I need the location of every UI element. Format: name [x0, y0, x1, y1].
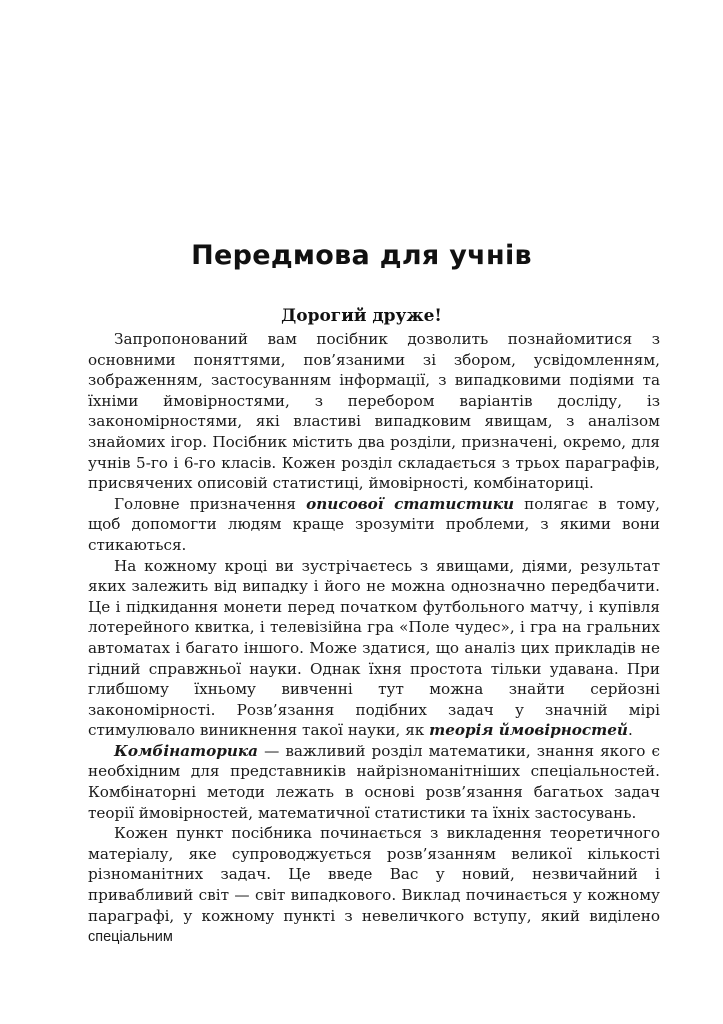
paragraph-intro	[88, 329, 660, 494]
paragraph-text: Головне призначення	[114, 494, 307, 513]
paragraph-text: полягає в тому, щоб допомогти людям краще зрозуміти проблеми, з якими вони стикаються.	[88, 494, 661, 554]
term-descriptive-statistics: описової статистики	[306, 494, 515, 513]
paragraph-combinatorics	[88, 741, 660, 823]
greeting-heading: Дорогий друже!	[281, 306, 442, 326]
paragraph-structure	[88, 823, 660, 948]
paragraph-text: Запропонований вам посібник дозволить познайомитися з основними поняттями, пов’язаними зі збором, усвідомленням, зображенням, застосуванням інформації, з випадковими подіями та їхніми ймовірностями, з перебором варіантів досліду, із закономірностями, які властиві випадковим явищам, з аналізом знайомих ігор. Посібник містить два розділи, призначені, окремо, для учнів 5-го і 6-го класів. Кожен розділ складається з трьох параграфів, присвячених описовій статистиці, ймовірності, комбінаториці.	[88, 330, 660, 493]
paragraph-tail-word: спеціальним	[88, 929, 173, 946]
paragraph-text: Кожен пункт посібника починається з викладення теоретичного матеріалу, яке супроводжується розв’язанням великої кількості різноманітних задач. Це введе Вас у новий, незвичайний і привабливий світ — світ випадкового. Виклад починається у кожному параграфі, у кожному пункті з невеличкого вступу, який виділено	[88, 824, 660, 925]
paragraph-text: .	[627, 721, 633, 740]
page-title: Передмова для учнів	[191, 240, 532, 271]
paragraph-text: На кожному кроці ви зустрічаєтесь з явищами, діями, результат яких залежить від випадку і його не можна однозначно передбачити. Це і підкидання монети перед початком футбольного матчу, і купівля лотерейного квитка, і телевізійна гра «Поле чудес», і гра на гральних автоматах і багато іншого. Може здатися, що аналіз цих прикладів не гідний справжньої науки. Однак їхня простота тільки удавана. При глибшому їхньому вивченні тут можна знайти серйозні закономірності. Розв’язання подібних задач у значній мірі стимулювало виникнення такої науки, як	[88, 556, 660, 740]
preface-body	[88, 329, 660, 948]
paragraph-probability	[88, 556, 660, 741]
term-probability-theory: теорія ймовірностей	[429, 721, 628, 740]
paragraph-statistics	[88, 494, 660, 556]
paragraph-text: — важливий розділ математики, знання якого є необхідним для представників найрізноманітніших спеціальностей. Комбінаторні методи лежать в основі розв’язання багатьох задач теорії ймовірностей, математичної статистики та їхніх застосувань.	[88, 741, 660, 822]
term-combinatorics: Комбінаторика	[114, 741, 259, 760]
